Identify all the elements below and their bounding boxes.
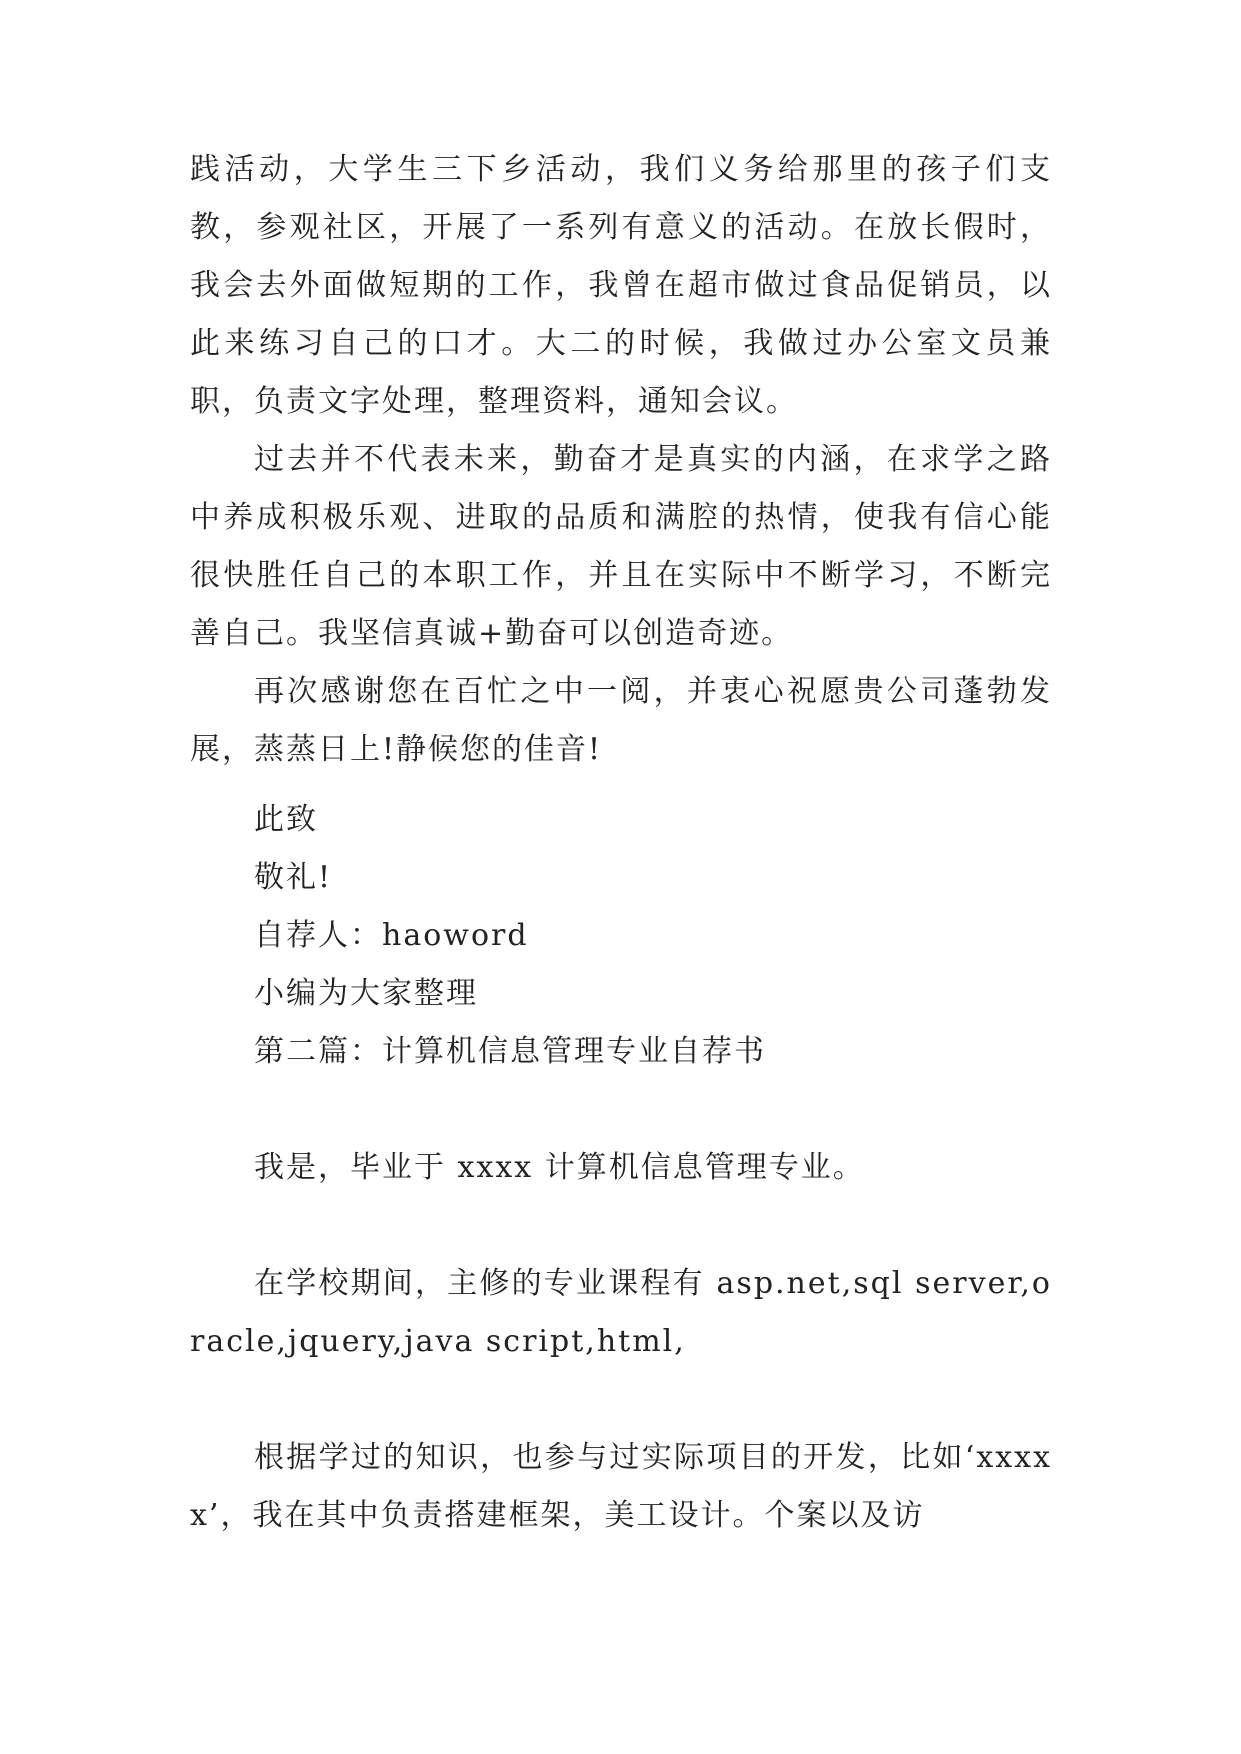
paragraph-activities: 践活动，大学生三下乡活动，我们义务给那里的孩子们支教，参观社区，开展了一系列有意义的活动。在放长假时，我会去外面做短期的工作，我曾在超市做过食品促销员，以此来练习自己的口才。大二的时候，我做过办公室文员兼职，负责文字处理，整理资料，通知会议。 xyxy=(190,152,1052,419)
closing-salutation: 此致 xyxy=(254,802,318,837)
document-body-top xyxy=(190,141,1052,779)
editor-note: 小编为大家整理 xyxy=(254,976,478,1011)
closing-regards: 敬礼! xyxy=(254,860,333,895)
chapter-title: 第二篇：计算机信息管理专业自荐书 xyxy=(254,1034,766,1069)
paragraph-diligence: 过去并不代表未来，勤奋才是真实的内涵，在求学之路中养成积极乐观、进取的品质和满腔的热情，使我有信心能很快胜任自己的本职工作，并且在实际中不断学习，不断完善自己。我坚信真诚+勤奋可以创造奇迹。 xyxy=(190,442,1052,651)
paragraph-projects-block xyxy=(190,1429,1052,1545)
paragraph-courses-block xyxy=(190,1255,1052,1371)
signature-line: 自荐人：haoword xyxy=(254,918,529,953)
paragraph-graduation: 我是，毕业于 xxxx 计算机信息管理专业。 xyxy=(254,1150,865,1185)
paragraph-courses: 在学校期间，主修的专业课程有 asp.net,sql server,oracle,jquery,java script,html, xyxy=(190,1266,1052,1359)
paragraph-thanks: 再次感谢您在百忙之中一阅，并衷心祝愿贵公司蓬勃发展，蒸蒸日上!静候您的佳音! xyxy=(190,674,1052,767)
paragraph-projects: 根据学过的知识，也参与过实际项目的开发，比如‘xxxxx’，我在其中负责搭建框架，美工设计。个案以及访 xyxy=(190,1440,1052,1533)
